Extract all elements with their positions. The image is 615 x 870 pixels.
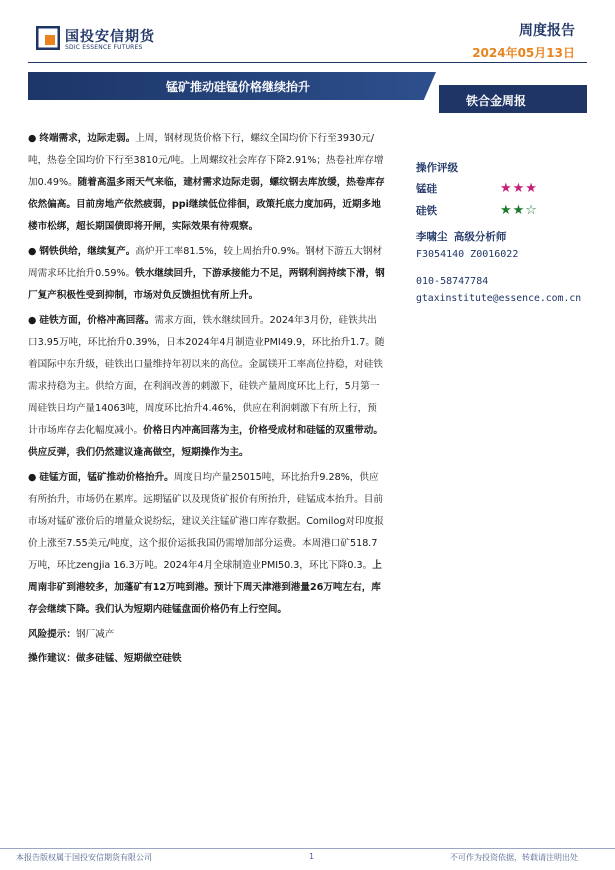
- footer-divider: [0, 848, 615, 849]
- main-body: [28, 128, 386, 672]
- paragraph-demand: [28, 128, 386, 238]
- rating-row-ferrosilicon: [416, 199, 606, 221]
- company-logo: [36, 24, 156, 54]
- paragraph-heading: 钢铁供给，继续复产。: [39, 246, 136, 257]
- rating-stars-icon: ★★☆: [500, 202, 538, 218]
- section-title: 铁合金周报: [466, 94, 527, 108]
- logo-english-name: SDIC ESSENCE FUTURES: [65, 44, 143, 51]
- risk-line: [28, 624, 386, 646]
- paragraph-emphasis: 铁水继续回升，下游承接能力不足，两钢利润持续下滑，钢厂复产积极性受到抑制，市场对负反馈担忧有所上升。: [28, 268, 385, 301]
- paragraph-emphasis: 上周南非矿到港较多，加蓬矿有12万吨到港。预计下周天津港到港量26万吨左右，库存会继续下降。我们认为短期内硅锰盘面价格仍有上行空间。: [28, 560, 382, 615]
- rating-row-silicomanganese: [416, 177, 606, 199]
- paragraph-supply: [28, 241, 386, 307]
- paragraph-text: 高炉开工率81.5%，较上周抬升0.9%。钢材下游五大钢材周需求环比抬升0.59%。: [28, 246, 383, 279]
- report-type: 周度报告: [519, 23, 575, 39]
- advice-label: 操作建议：: [28, 653, 76, 664]
- paragraph-silicomanganese: [28, 467, 386, 621]
- paragraph-heading: 硅锰方面，锰矿推动价格抬升。: [39, 472, 174, 483]
- paragraph-text: 上周，钢材现货价格下行，螺纹全国均价下行至3930元/吨，热卷全国均价下行至3810元/吨。上周螺纹社会库存下降2.91%；热卷社库存增加0.49%。: [28, 133, 384, 188]
- header-divider: [28, 62, 587, 63]
- logo-mark-icon: [36, 26, 60, 50]
- sidebar: [416, 160, 606, 304]
- advice-line: [28, 648, 386, 670]
- paragraph-emphasis: 价格日内冲高回落为主，价格受成材和硅锰的双重带动。供应反弹，我们仍然建议逢高做空，短期操作为主。: [28, 425, 383, 458]
- page-number: 1: [309, 852, 315, 861]
- paragraph-heading: 硅铁方面，价格冲高回落。: [39, 315, 155, 326]
- bullet-icon: ●: [28, 133, 37, 144]
- risk-text: 钢厂减产: [75, 629, 115, 640]
- risk-label: 风险提示：: [28, 629, 76, 640]
- bullet-icon: ●: [28, 472, 37, 483]
- rating-title: 操作评级: [416, 162, 458, 174]
- footer-copyright: 本报告版权属于国投安信期货有限公司: [16, 853, 152, 862]
- report-date: 2024年05月13日: [472, 46, 575, 60]
- bullet-icon: ●: [28, 246, 37, 257]
- rating-label: 硅铁: [416, 204, 437, 217]
- contact-phone: 010-58747784: [416, 276, 489, 287]
- rating-label: 锰硅: [416, 182, 437, 195]
- logo-chinese-name: 国投安信期货: [65, 29, 155, 45]
- paragraph-text: 周度日均产量25015吨，环比抬升9.28%，供应有所抬升，市场仍在累库。远期锰矿以及现货矿报价有所抬升，硅锰成本抬升。目前市场对锰矿涨价后的增量众说纷纭，建议关注锰矿港口库存数据。Comilog对印度报价上涨至7.55美元/吨度，这个报价运抵我国仍需增加部分运费。本周港口矿518.7万吨，环比zengjia 16.3万吨。2024年4月全球制造业PMI50.3，环比下降0.3。: [28, 472, 384, 571]
- analyst-license-codes: F3054140 Z0016022: [416, 249, 519, 260]
- paragraph-emphasis: 随着高温多雨天气来临，建材需求边际走弱，螺纹钢去库放缓，热卷库存依然偏高。目前房地产依然疲弱，ppi继续低位徘徊，政策托底力度加码，近期多地楼市松绑，超长期国债即将开闸，实际效果有待观察。: [28, 177, 385, 232]
- paragraph-heading: 终端需求，边际走弱。: [39, 133, 136, 144]
- paragraph-text: 需求方面，铁水继续回升。2024年3月份，硅铁共出口3.95万吨，环比抬升0.39%，日本2024年4月制造业PMI49.9，环比抬升1.7。随着国际中东升级，硅铁出口量维持年初以来的高位。金属镁开工率高位持稳，对硅铁需求持稳为主。供给方面，在利润改善的刺激下，硅铁产量周度环比上行，5月第一周硅铁日均产量14063吨，周度环比抬升4.46%，供应在利润刺激下有所上行，预计市场库存去化幅度减小。: [28, 315, 385, 436]
- paragraph-ferrosilicon: [28, 310, 386, 464]
- contact-email[interactable]: gtaxinstitute@essence.com.cn: [416, 293, 582, 304]
- report-title: 锰矿推动硅锰价格继续抬升: [166, 80, 311, 94]
- rating-stars-icon: ★★★: [500, 180, 538, 196]
- advice-text: 做多硅锰、短期做空硅铁: [75, 653, 182, 664]
- analyst-name: 李啸尘 高级分析师: [416, 231, 507, 243]
- bullet-icon: ●: [28, 315, 37, 326]
- footer-disclaimer: 不可作为投资依据，转载请注明出处: [450, 853, 578, 862]
